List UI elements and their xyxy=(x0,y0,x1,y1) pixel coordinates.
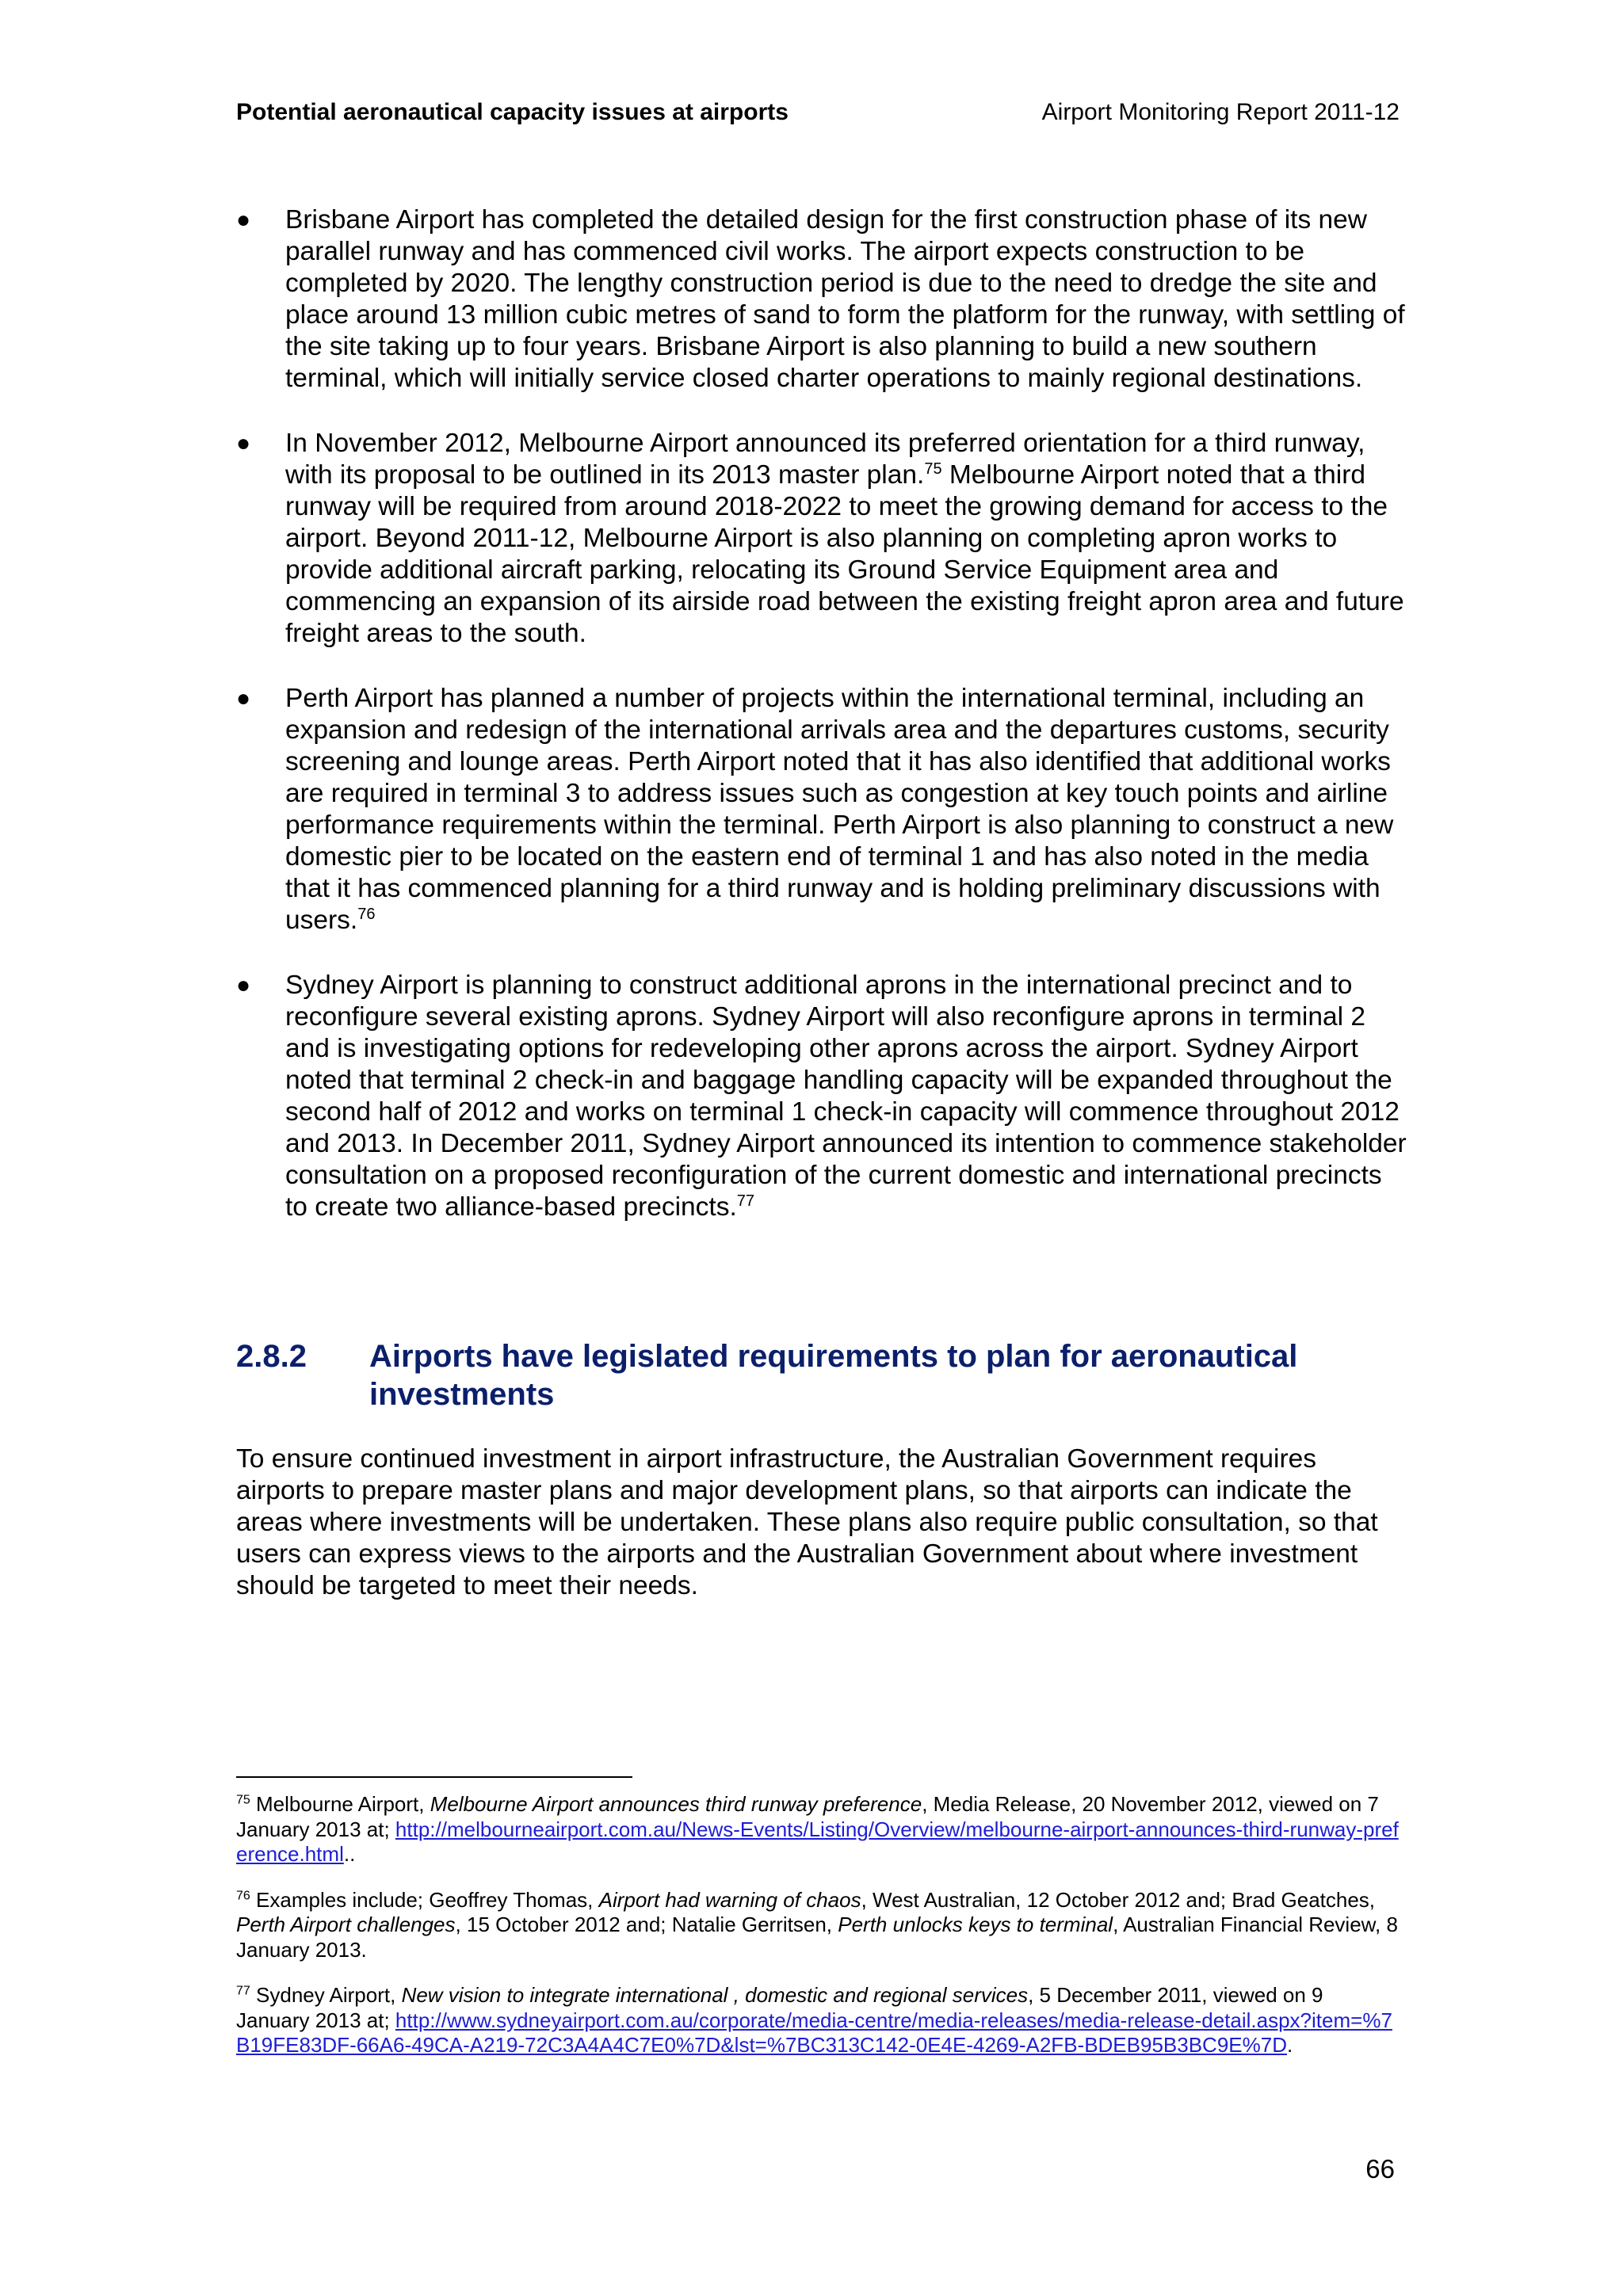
bullet-text: Brisbane Airport has completed the detailed design for the first construction phase of its new parallel runway and has commenced civil works. The airport expects construction to be completed by 2020. The lengthy construction period is due to the need to dredge the site and place around 13 million cubic metres of sand to form the platform for the runway, with settling of the site taking up to four years. Brisbane Airport is also planning to build a new southern terminal, which will initially service closed charter operations to mainly regional destinations. xyxy=(285,205,1405,393)
bullet-text-part: Sydney Airport is planning to construct additional aprons in the international precinct and to reconfigure several existing aprons. Sydney Airport will also reconfigure aprons in terminal 2 and is investigating options for redeveloping other aprons across the airport. Sydney Airport noted that terminal 2 check-in and baggage handling capacity will be expanded throughout the second half of 2012 and works on terminal 1 check-in capacity will commence throughout 2012 and 2013. In December 2011, Sydney Airport announced its intention to commence stakeholder consultation on a proposed reconfiguration of the current domestic and international precincts to create two alliance-based precincts. xyxy=(285,971,1407,1222)
section-title: Airports have legislated requirements to plan for aeronautical investments xyxy=(369,1339,1298,1412)
bullet-text-part: Perth Airport has planned a number of projects within the international terminal, including an expansion and redesign of the international arrivals area and the departures customs, security screening and lounge areas. Perth Airport noted that it has also identified that additional works are required in terminal 3 to address issues such as congestion at key touch points and airline performance requirements within the terminal. Perth Airport is also planning to construct a new domestic pier to be located on the eastern end of terminal 1 and has also noted in the media that it has commenced planning for a third runway and is holding preliminary discussions with users. xyxy=(285,684,1394,935)
footnote-text: , 5 December 2011, viewed on 9 January 2013 at; xyxy=(236,1983,1323,2032)
bullet-text xyxy=(285,683,1409,936)
footnote-reference[interactable]: 76 xyxy=(357,905,376,923)
footnote-text: , West Australian, 12 October 2012 and; Brad Geatches, xyxy=(861,1887,1376,1912)
page-number: 66 xyxy=(1365,2154,1395,2183)
footnote-77 xyxy=(236,1983,1401,2058)
airport-projects-list xyxy=(236,204,1409,1257)
footnote-text: , 15 October 2012 and; Natalie Gerritsen, xyxy=(455,1913,838,1936)
footnote-text: , Media Release, 20 November 2012, viewed on 7 January 2013 at; xyxy=(236,1792,1379,1841)
bullet-dot-icon: ● xyxy=(236,685,251,711)
section-number: 2.8.2 xyxy=(236,1339,307,1374)
footnote-text: , Australian Financial Review, 8 January 2013. xyxy=(236,1913,1398,1962)
footnote-divider xyxy=(236,1776,632,1778)
bullet-text-part: In November 2012, Melbourne Airport announced its preferred orientation for a third runway, with its proposal to be outlined in its 2013 master plan. xyxy=(285,429,1365,490)
bullet-sydney xyxy=(236,970,1409,1223)
bullet-text xyxy=(285,428,1409,650)
body-paragraph: To ensure continued investment in airport infrastructure, the Australian Government requires airports to prepare master plans and major development plans, so that airports can indicate the areas where investments will be undertaken. These plans also require public consultation, so that users can express views to the airports and the Australian Government about where investment should be targeted to meet their needs. xyxy=(236,1444,1378,1600)
bullet-text xyxy=(285,970,1409,1223)
bullet-dot-icon: ● xyxy=(236,207,251,233)
header-report-title: Airport Monitoring Report 2011-12 xyxy=(1041,99,1400,125)
page-header xyxy=(236,97,1400,128)
footnote-title: Airport had warning of chaos xyxy=(598,1887,861,1912)
footnote-link[interactable]: http://melbourneairport.com.au/News-Events/Listing/Overview/melbourne-airport-announces-third-runway-preference.html xyxy=(236,1817,1399,1866)
bullet-melbourne xyxy=(236,428,1409,650)
footnote-title: Melbourne Airport announces third runway preference xyxy=(430,1792,922,1816)
footnote-text: .. xyxy=(343,1842,356,1866)
footnote-reference[interactable]: 77 xyxy=(736,1192,755,1210)
footnote-title: New vision to integrate international , domestic and regional services xyxy=(401,1983,1029,2007)
footnote-title: Perth unlocks keys to terminal xyxy=(838,1913,1113,1936)
footnotes xyxy=(236,1792,1401,2079)
footnote-number: 76 xyxy=(236,1888,250,1902)
header-section-title: Potential aeronautical capacity issues at airports xyxy=(236,99,789,125)
section-heading xyxy=(236,1337,1409,1413)
bullet-dot-icon: ● xyxy=(236,972,251,998)
footnote-text: Melbourne Airport, xyxy=(250,1792,430,1816)
footnote-text: Sydney Airport, xyxy=(250,1983,402,2007)
footnote-text: Examples include; Geoffrey Thomas, xyxy=(250,1887,599,1912)
bullet-brisbane xyxy=(236,204,1409,395)
footnote-number: 75 xyxy=(236,1793,250,1807)
footnote-75 xyxy=(236,1792,1401,1867)
bullet-text-part: Melbourne Airport noted that a third runway will be required from around 2018-2022 to meet the growing demand for access to the airport. Beyond 2011-12, Melbourne Airport is also planning on completing apron works to provide additional aircraft parking, relocating its Ground Service Equipment area and commencing an expansion of its airside road between the existing freight apron area and future freight areas to the south. xyxy=(285,460,1404,648)
bullet-dot-icon: ● xyxy=(236,430,251,456)
footnote-76 xyxy=(236,1888,1401,1963)
footnote-link[interactable]: http://www.sydneyairport.com.au/corporate/media-centre/media-releases/media-release-detail.aspx?item=%7B19FE83DF-66A6-49CA-A219-72C3A4A4C7E0%7D&lst=%7BC313C142-0E4E-4269-A2FB-BDEB95B3BC9E%7D xyxy=(236,2008,1392,2057)
footnote-text: . xyxy=(1287,2033,1293,2057)
footnote-reference[interactable]: 75 xyxy=(924,460,942,478)
bullet-perth xyxy=(236,683,1409,936)
footnote-title: Perth Airport challenges xyxy=(236,1913,456,1936)
footnote-number: 77 xyxy=(236,1984,250,1998)
